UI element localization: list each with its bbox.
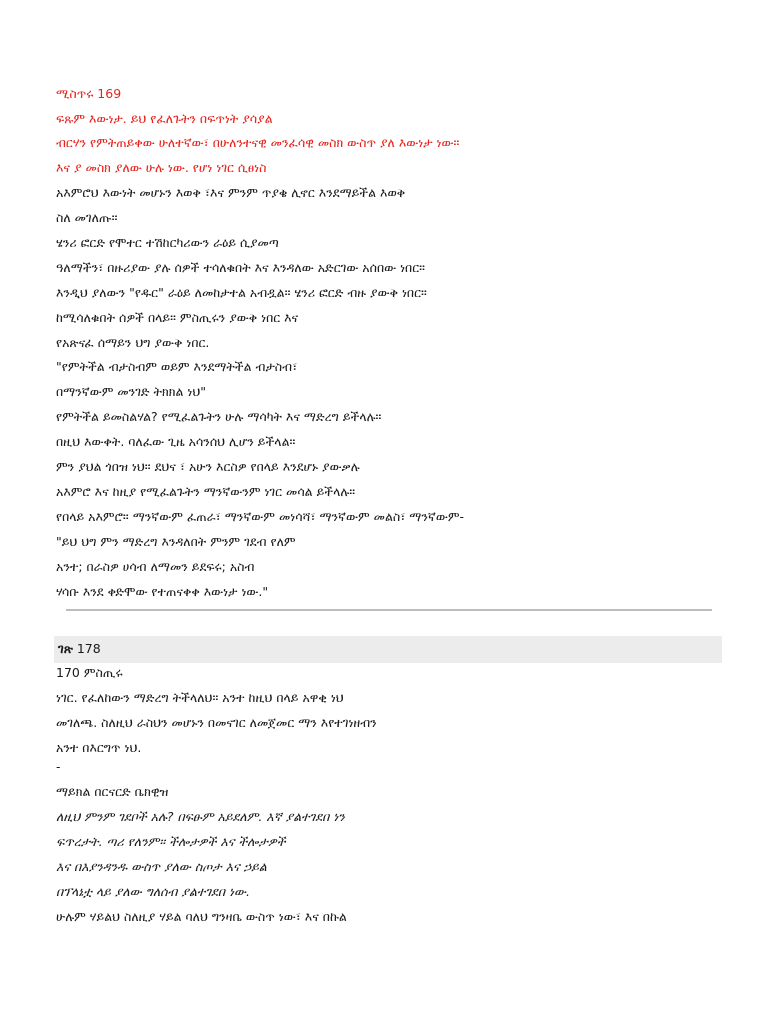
text-line: ሁሉም ሃይልህ ስለዚያ ሃይል ባለህ ግንዛቤ ውስጥ ነው፣ እና በኩል bbox=[56, 909, 347, 924]
page-divider bbox=[66, 609, 712, 611]
italic-quote-line: ፍጥረታት. ጣሪ የለንም። ችሎታዎች እና ችሎታዎች bbox=[56, 834, 286, 849]
text-line: አእምሮ እና ከዚያ የሚፈልጉትን ማንኛውንም ነገር መሳል ይችላሉ። bbox=[56, 484, 356, 499]
page-number bbox=[58, 640, 101, 658]
page-number-band bbox=[54, 636, 722, 663]
highlighted-line: ፍጹም እውነታ. ይህ የፈለጉትን በፍጥነት ያሳያል bbox=[56, 111, 273, 126]
text-line: ነገር. የፈለከውን ማድረግ ትችላለህ። አንተ ከዚህ በላይ አዋቂ ነህ bbox=[56, 690, 344, 705]
author-name: ማይክል በርናርድ ቤክዊዝ bbox=[56, 784, 169, 799]
quote-line: "የምትችል ብታስብም ወይም እንደማትችል ብታስብ፣ bbox=[56, 359, 298, 374]
quote-line: በማንኛውም መንገድ ትክክል ነህ" bbox=[56, 384, 206, 399]
text-line: ሄንሪ ፎርድ የሞተር ተሽከርካሪውን ራዕይ ሲያመጣ bbox=[56, 235, 279, 250]
chapter-header-line: ሚስጥሩ 169 bbox=[56, 86, 122, 101]
text-line: መገለጫ. ስለዚህ ራስህን መሆኑን በመናገር ለመጀመር ማን እየተገነዘብን bbox=[56, 715, 377, 730]
text-line: ዓለማችን፣ በዙሪያው ያሉ ሰዎች ተሳለቁበት እና እንዳለው አድርገው አሰበው ነበር። bbox=[56, 260, 425, 275]
dash-line: - bbox=[56, 759, 61, 774]
text-line: በዚህ እውቀት. ባለፈው ጊዜ አሳንሰህ ሊሆን ይችላል። bbox=[56, 434, 296, 449]
text-line: የአጽናፈ ሰማይን ህግ ያውቅ ነበር. bbox=[56, 335, 210, 350]
quote-line: አንተ; በራስዎ ሀሳብ ለማመን ይደፍሩ; አስብ bbox=[56, 559, 255, 574]
page-label: ገጽ bbox=[58, 641, 73, 656]
text-line: ምን ያህል ጎበዝ ነህ። ደህና ፣ አሁን እርስዎ የበላይ እንደሆኑ ያውቃሉ bbox=[56, 459, 360, 474]
text-line: እንዲህ ያለውን "የዱር" ራዕይ ለመከታተል አብዷል። ሄንሪ ፎርድ ብዙ ያውቅ ነበር። bbox=[56, 285, 427, 300]
text-line: አንተ በእርግጥ ነህ. bbox=[56, 740, 142, 755]
italic-quote-line: በፕላኔቷ ላይ ያለው ግለሰብ ያልተገደበ ነው. bbox=[56, 884, 250, 899]
highlighted-line: እና ያ መስክ ያለው ሁሉ ነው. የሆነ ነገር ሲፀነስ bbox=[56, 160, 267, 175]
highlighted-line: ብርሃን የምትጠይቀው ሁለተኛው፣ በሁለንተናዊ መንፈሳዊ መስክ ውስጥ ያለ እውነታ ነው። bbox=[56, 135, 460, 150]
text-line: የበላይ አእምሮ። ማንኛውም ፈጠራ፣ ማንኛውም መነሳሻ፣ ማንኛውም መልስ፣ ማንኛውም- bbox=[56, 509, 465, 524]
text-line: ከሚሳለቁበት ሰዎች በላይ። ምስጢሩን ያውቅ ነበር እና bbox=[56, 310, 299, 325]
text-line: ስለ መገለጡ። bbox=[56, 210, 118, 225]
page-number-value: 178 bbox=[76, 641, 101, 656]
text-line: አእምሮህ እውነት መሆኑን እወቅ ፣እና ምንም ጥያቄ ሊኖር እንደማይችል እወቅ bbox=[56, 185, 406, 200]
italic-quote-line: ለዚህ ምንም ገደቦች አሉ? በፍፁም አይደለም. እኛ ያልተገደበ ነን bbox=[56, 809, 345, 824]
italic-quote-line: እና በእያንዳንዱ ውስጥ ያለው ስጦታ እና ኃይል bbox=[56, 859, 267, 874]
text-line: የምትችል ይመስልሃል? የሚፈልጉትን ሁሉ ማሳካት እና ማድረግ ይችላሉ። bbox=[56, 409, 382, 424]
quote-line: "ይህ ህግ ምን ማድረግ እንዳለበት ምንም ገደብ የለም bbox=[56, 534, 296, 549]
quote-line: ሃሳቡ እንደ ቀድሞው የተጠናቀቀ እውነታ ነው." bbox=[56, 584, 269, 599]
page-header-line: 170 ምስጢሩ bbox=[56, 665, 123, 680]
